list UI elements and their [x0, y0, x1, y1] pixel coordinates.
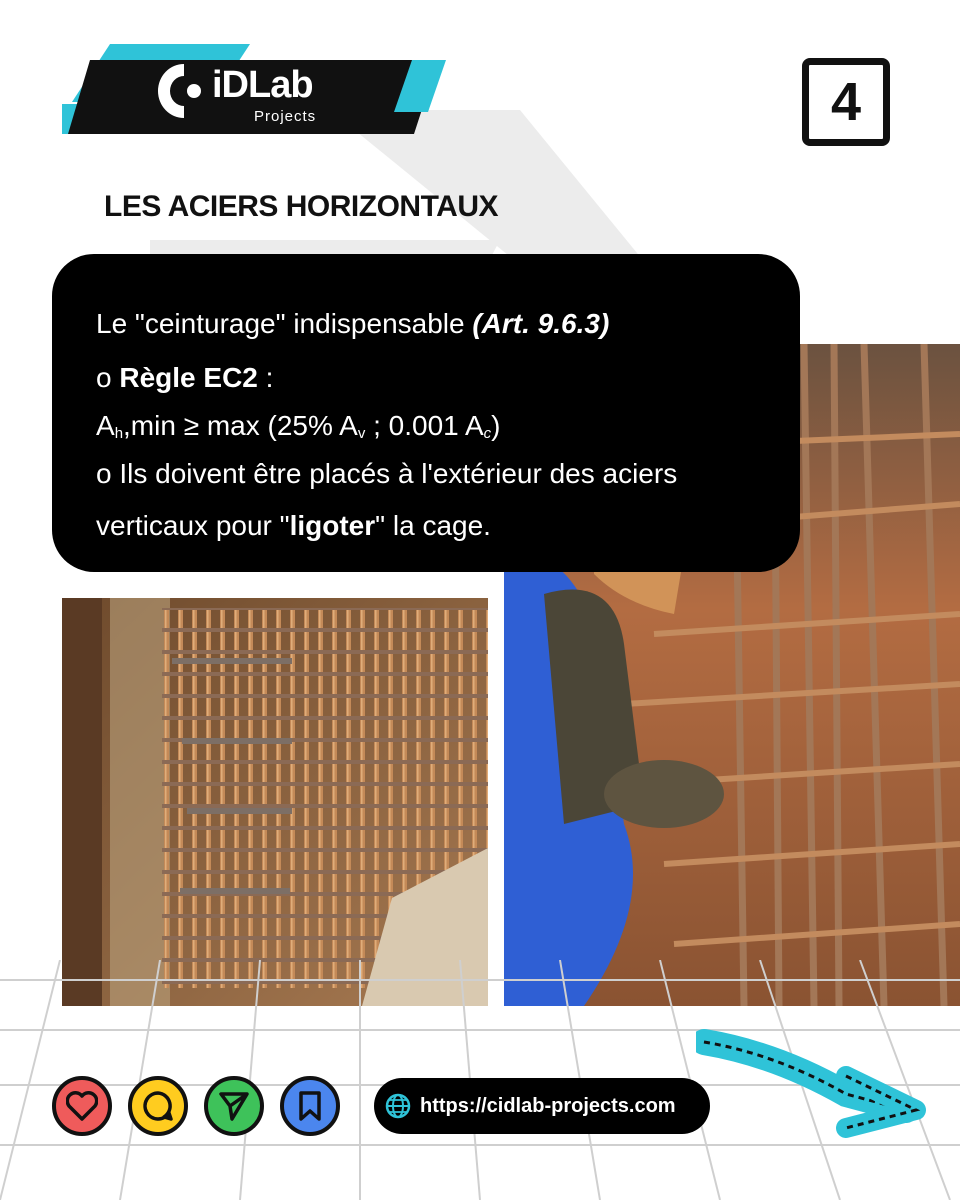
ligoter-suffix: " la cage.	[375, 510, 491, 541]
formula-c: ; 0.001 A	[365, 410, 484, 441]
callout-line-ceinturage	[96, 306, 621, 342]
share-button[interactable]	[204, 1076, 264, 1136]
rebar-wall-photo	[62, 598, 488, 1006]
formula-d: )	[491, 410, 501, 441]
save-button[interactable]	[280, 1076, 340, 1136]
ligoter-bold: ligoter	[289, 510, 376, 541]
article-reference: (Art. 9.6.3)	[472, 308, 610, 339]
swipe-arrow-icon[interactable]	[696, 1024, 936, 1144]
callout-text: Le "ceinturage" indispensable	[96, 308, 473, 339]
website-url: https://cidlab-projects.com	[420, 1094, 676, 1117]
comment-button[interactable]	[128, 1076, 188, 1136]
callout-line-formula	[96, 408, 512, 452]
placement-text: o Ils doivent être placés à l'extérieur des aciers	[96, 454, 689, 493]
heart-icon	[66, 1091, 98, 1121]
website-link[interactable]	[374, 1078, 710, 1134]
formula-a: A	[96, 410, 115, 441]
like-button[interactable]	[52, 1076, 112, 1136]
formula-b: ,min ≥ max (25% A	[123, 410, 358, 441]
callout-line-regle	[96, 360, 285, 396]
ligoter-prefix: verticaux pour "	[96, 510, 290, 541]
bookmark-icon	[296, 1090, 324, 1122]
rule-colon: :	[257, 362, 274, 393]
brand-sub: Projects	[254, 108, 317, 125]
callout-line-ligoter	[96, 508, 503, 544]
page-number: 4	[802, 58, 890, 146]
chat-icon	[142, 1090, 174, 1122]
bullet-prefix: o	[96, 362, 120, 393]
callout-line-placement	[96, 456, 689, 492]
send-icon	[218, 1090, 250, 1122]
brand-name: iDLab	[212, 64, 313, 106]
rule-label: Règle EC2	[119, 362, 258, 393]
page-title: LES ACIERS HORIZONTAUX	[104, 190, 499, 223]
formula-sub-c: c	[483, 425, 492, 442]
globe-icon	[384, 1092, 412, 1120]
formula-sub-h: h	[114, 425, 124, 442]
formula-sub-v: v	[357, 425, 366, 442]
